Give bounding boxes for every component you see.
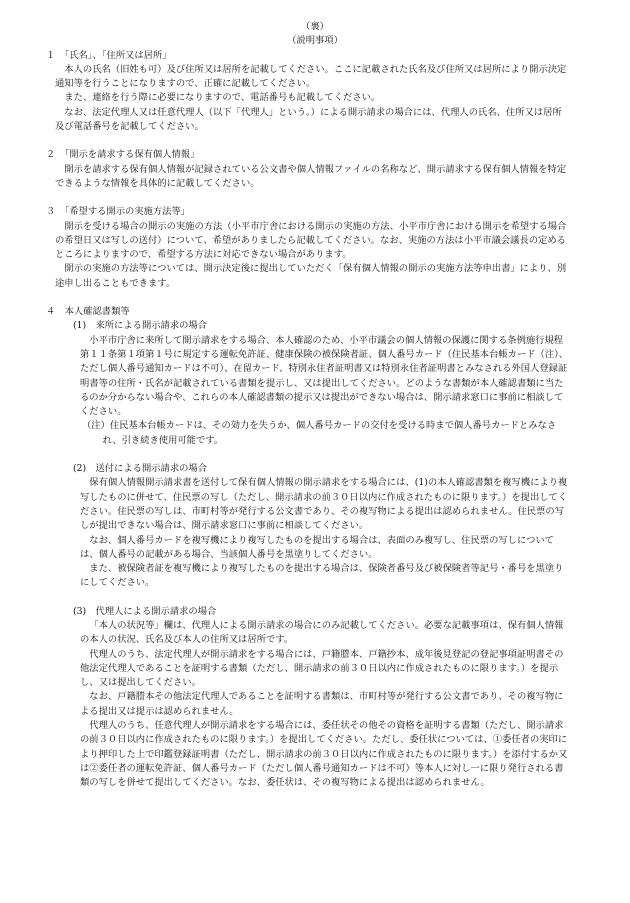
section-4-heading: ４ 本人確認書類等 bbox=[46, 306, 130, 318]
subsection-agent-para: 「本人の状況等」欄は、代理人による開示請求の場合にのみ記載してください。必要な記載事項は、保有個人情報の本人の状況、氏名及び本人の住所又は居所です。 bbox=[80, 619, 564, 646]
page-title: （説明事項） bbox=[287, 35, 343, 47]
side-label: （裏） bbox=[301, 21, 329, 32]
subsection-agent-heading: (3) 代理人による開示請求の場合 bbox=[73, 605, 217, 617]
section-1-heading: １ 「氏名」、「住所又は居所」 bbox=[46, 49, 172, 61]
section-2-heading: ２ 「開示を請求する保有個人情報」 bbox=[46, 149, 200, 161]
subsection-agent-para: 代理人のうち、法定代理人が開示請求をする場合には、戸籍謄本、戸籍抄本、成年後見登記の登記事項証明書その他法定代理人であることを証明する書類（ただし、開示請求の前３０日以内に作成されたものに限ります。）を提示し、又は提出してください。 bbox=[80, 648, 564, 689]
section-3-para: 開示を受ける場合の開示の実施の方法（小平市庁舎における開示の実施の方法、小平市庁舎における開示を希望する場合の希望日又は写しの送付）について、希望がありましたら記載してください。なお、実施の方法は小平市議会議長の定めるところによりますので、希望する方法に対応できない場合があります。 bbox=[55, 220, 567, 261]
section-1-para: 本人の氏名（旧姓も可）及び住所又は居所を記載してください。ここに記載された氏名及び住所又は居所により開示決定通知等を行うことになりますので、正確に記載してください。 bbox=[55, 63, 567, 90]
subsection-visit-para: 小平市庁舎に来所して開示請求をする場合、本人確認のため、小平市議会の個人情報の保護に関する条例施行規程第１１条第１項第１号に規定する運転免許証、健康保険の被保険者証、個人番号カード（住民基本台帳カード（注）、ただし個人番号通知カードは不可）、在留カード、特別永住者証明書又は特別永住者証明書とみなされる外国人登録証明書等の住所・氏名が記載されている書類を提示し、又は提出してください。どのような書類が本人確認書類に当たるのか分からない場合や、これらの本人確認書類の提示又は提出ができない場合は、開示請求窓口に事前に相談してください。 bbox=[80, 334, 569, 418]
subsection-agent-para: 代理人のうち、任意代理人が開示請求をする場合には、委任状その他その資格を証明する書類（ただし、開示請求の前３０日以内に作成されたものに限ります。）を提出してください。ただし、委任状については、①委任者の実印により押印した上で印鑑登録証明書（ただし、開示請求の前３０日以内に作成されたものに限ります。）を添付するか又は②委任者の運転免許証、個人番号カード（ただし個人番号通知カードは不可）等本人に対し一に限り発行される書類の写しを併せて提出してください。なお、委任状は、その複写物による提出は認められません。 bbox=[80, 720, 568, 789]
section-1-para: なお、法定代理人又は任意代理人（以下「代理人」という。）による開示請求の場合には、代理人の氏名、住所又は居所及び電話番号を記載してください。 bbox=[55, 106, 562, 133]
subsection-agent-para: なお、戸籍謄本その他法定代理人であることを証明する書類は、市町村等が発行する公文書であり、その複写物による提出又は提示は認められません。 bbox=[80, 691, 564, 717]
section-1-para: また、連絡を行う際に必要になりますので、電話番号も記載してください。 bbox=[64, 92, 381, 104]
footnote: （注）住民基本台帳カードは、その効力を失うか、個人番号カードの交付を受ける時まで個人番号カードとみなされ、引き続き使用可能です。 bbox=[82, 420, 557, 446]
subsection-visit-heading: (1) 来所による開示請求の場合 bbox=[73, 320, 208, 332]
subsection-mail-heading: (2) 送付による開示請求の場合 bbox=[73, 463, 208, 475]
section-3-para: 開示の実施の方法等については、開示決定後に提出していただく「保有個人情報の開示の実施方法等申出書」により、別途申し出ることもできます。 bbox=[55, 263, 567, 289]
subsection-mail-para: なお、個人番号カードを複写機により複写したものを提出する場合は、表面のみ複写し、住民票の写しについては、個人番号の記載がある場合、当該個人番号を黒塗りしてください。 bbox=[80, 534, 554, 560]
section-2-para: 開示を請求する保有個人情報が記録されている公文書や個人情報ファイルの名称など、開示請求する保有個人情報を特定できるような情報を具体的に記載してください。 bbox=[55, 163, 567, 189]
subsection-mail-para: また、被保険者証を複写機により複写したものを提出する場合は、保険者番号及び被保険者等記号・番号を黒塗りにしてください。 bbox=[80, 563, 564, 589]
subsection-mail-para: 保有個人情報開示請求書を送付して保有個人情報の開示請求をする場合には、(1)の本人確認書類を複写機により複写したものに併せて、住民票の写し（ただし、開示請求の前３０日以内に作成されたものに限ります。）を提出してください。住民票の写しは、市町村等が発行する公文書であり、その複写物による提出は認められません。住民票の写しが提出できない場合は、開示請求窓口に事前に相談してください。 bbox=[80, 477, 568, 532]
section-3-heading: ３ 「希望する開示の実施方法等」 bbox=[46, 206, 191, 218]
